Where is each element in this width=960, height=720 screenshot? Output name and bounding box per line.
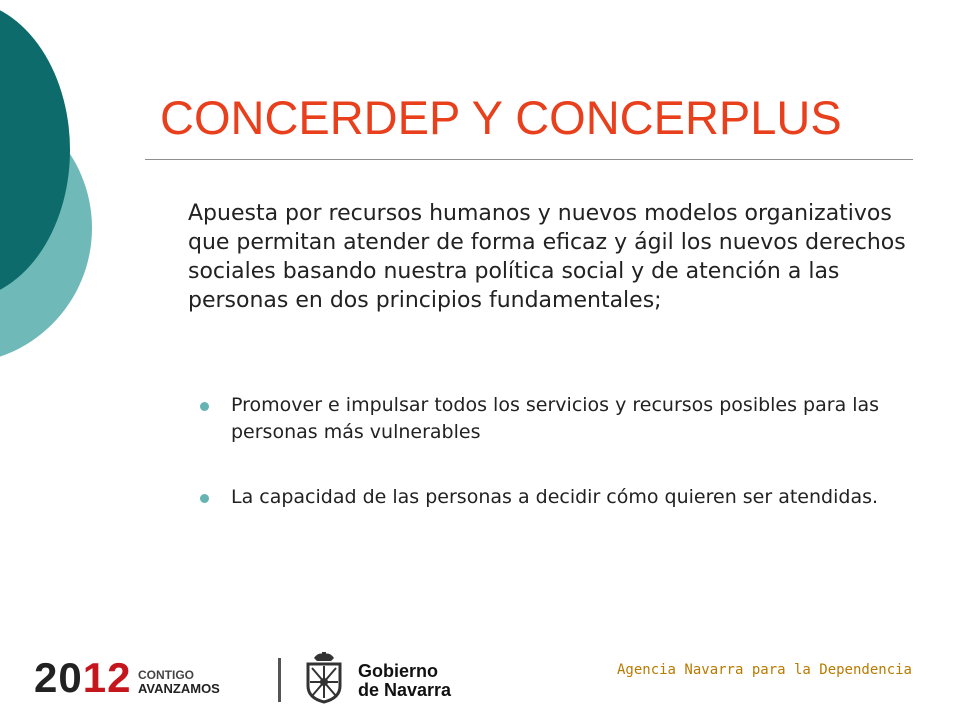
- bullet-list: [200, 392, 900, 511]
- intro-paragraph: Apuesta por recursos humanos y nuevos modelos organizativos que permitan atender de forma eficaz y ágil los nuevos derechos sociales basando nuestra política social y de atención a las personas en dos principios fundamentales;: [188, 201, 906, 313]
- footer-logo: [34, 652, 470, 704]
- slide-title: CONCERDEP Y CONCERPLUS: [160, 91, 842, 144]
- bullet-dot-icon: [200, 402, 209, 411]
- footer-agency-name: Agencia Navarra para la Dependencia: [616, 662, 912, 678]
- bullet-item: [200, 392, 900, 446]
- logo-slogan: CONTIGO AVANZAMOS: [138, 668, 220, 696]
- navarra-coat-of-arms-icon: [300, 652, 348, 704]
- bullet-text: Promover e impulsar todos los servicios y recursos posibles para las personas más vulnerables: [231, 394, 880, 443]
- logo-government-name: Gobierno de Navarra: [358, 661, 452, 700]
- bullet-text: La capacidad de las personas a decidir cómo quieren ser atendidas.: [231, 486, 879, 508]
- logo-separator: [278, 658, 281, 702]
- bullet-dot-icon: [200, 494, 209, 503]
- bullet-item: [200, 484, 900, 511]
- logo-year: 2012: [34, 654, 132, 701]
- title-divider: [145, 159, 913, 160]
